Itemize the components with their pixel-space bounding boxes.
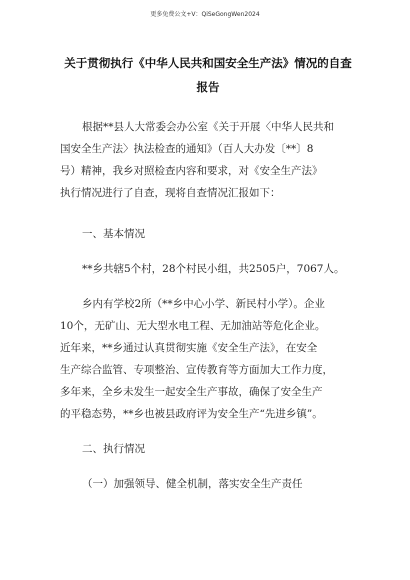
paragraph-schools-line-5: 多年来，全乡未发生一起安全生产事故，确保了安全生产	[60, 386, 323, 398]
paragraph-schools-line-6: 的平稳态势，**乡也被县政府评为安全生产“先进乡镇”。	[60, 408, 323, 420]
paragraph-schools-line-1: 乡内有学校2所（**乡中心小学、新民村小学）。企业	[82, 298, 325, 310]
subsection-heading-leadership: （一）加强领导、健全机制，落实安全生产责任	[82, 478, 303, 490]
paragraph-population: **乡共辖5个村，28个村民小组，共2505户，7067人。	[82, 263, 345, 275]
intro-line-4: 执行情况进行了自查，现将自查情况汇报如下：	[60, 187, 281, 199]
intro-line-3: 号）精神，我乡对照检查内容和要求，对《安全生产法》	[60, 165, 323, 177]
intro-line-1: 根据**县人大常委会办公室《关于开展〈中华人民共和	[82, 121, 334, 133]
intro-line-2: 国安全生产法〉执法检查的通知》（百人大办发〔**〕8	[60, 143, 314, 155]
paragraph-schools-line-2: 10个，无矿山、无大型水电工程、无加油站等危化企业。	[60, 320, 326, 332]
header-note: 更多免费公文+V：QiSeGongWen2024	[150, 11, 260, 18]
section-heading-execution: 二、执行情况	[82, 443, 145, 455]
document-title-line1: 关于贯彻执行《中华人民共和国安全生产法》情况的自查	[64, 56, 352, 70]
section-heading-basic: 一、基本情况	[82, 228, 145, 240]
paragraph-schools-line-3: 近年来，**乡通过认真贯彻实施《安全生产法》，在安全	[60, 342, 318, 354]
paragraph-schools-line-4: 生产综合监管、专项整治、宣传教育等方面加大工作力度，	[60, 364, 333, 376]
document-title-line2: 报告	[196, 80, 220, 94]
